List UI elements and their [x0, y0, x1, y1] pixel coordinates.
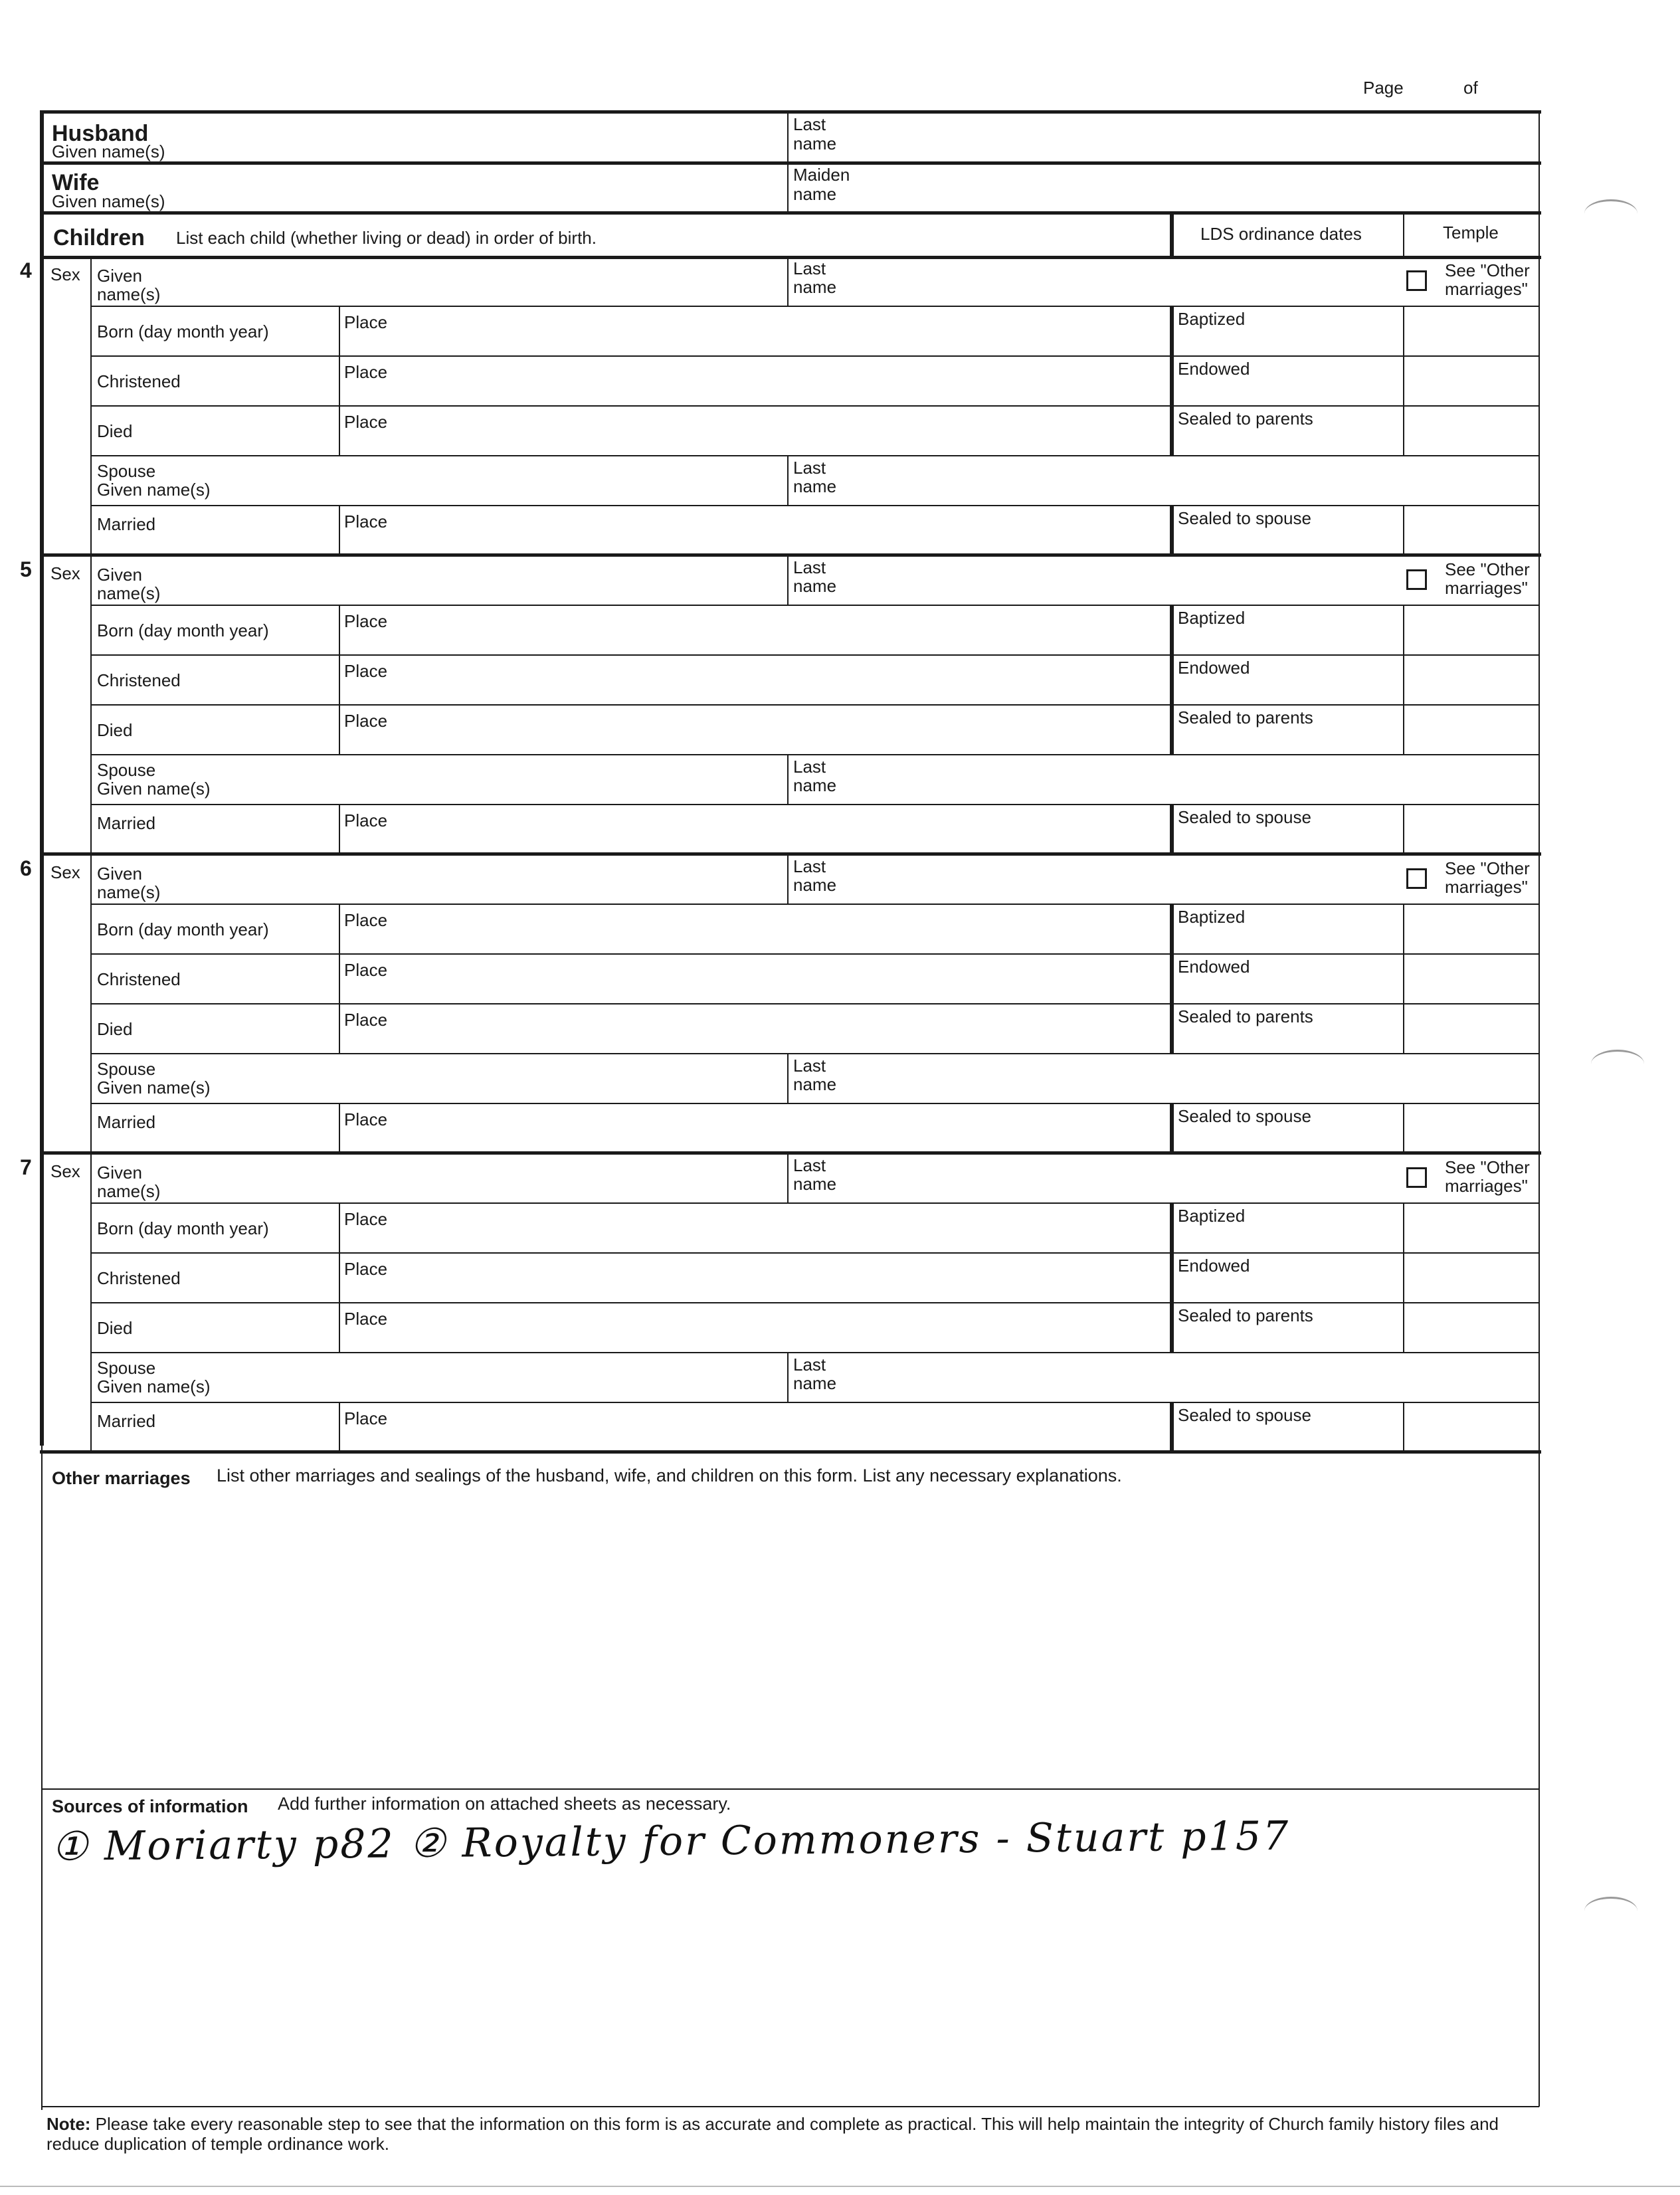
given-label-1: Given — [97, 864, 142, 884]
given-label-1: Given — [97, 565, 142, 585]
row-line — [90, 1103, 1540, 1104]
sex-label: Sex — [50, 563, 80, 583]
spouse-last-label-2: name — [793, 476, 837, 496]
row-line — [90, 904, 1540, 905]
died-label: Died — [97, 720, 133, 740]
married-place-label: Place — [344, 1109, 388, 1129]
sex-label: Sex — [50, 264, 80, 284]
row-line — [90, 804, 1540, 805]
row-line — [339, 754, 1540, 755]
see-other-marriages-checkbox[interactable] — [1406, 1167, 1427, 1188]
temple-column-divider — [1403, 505, 1404, 555]
see-other-label-2: marriages" — [1445, 578, 1528, 598]
sealed-to-spouse-label: Sealed to spouse — [1178, 1106, 1311, 1126]
child-number: 4 — [20, 258, 32, 282]
row-line — [90, 1252, 1540, 1254]
born-place-label: Place — [344, 910, 388, 930]
died-place-label: Place — [344, 412, 388, 432]
row-line — [90, 455, 339, 456]
sources-instruction: Add further information on attached sheets as necessary. — [278, 1794, 731, 1814]
last-name-divider — [787, 555, 789, 605]
child-number: 7 — [20, 1155, 32, 1179]
row-line — [90, 953, 1540, 955]
last-label-2: name — [793, 875, 837, 895]
spouse-last-label-1: Last — [793, 757, 826, 777]
lds-header-divider — [1170, 211, 1174, 258]
temple-column-divider — [1403, 1202, 1404, 1352]
husband-given-label: Given name(s) — [52, 142, 165, 161]
spouse-label-1: Spouse — [97, 760, 156, 780]
row-line — [90, 1302, 1540, 1303]
endowed-label: Endowed — [1178, 359, 1250, 379]
see-other-label-1: See "Other — [1445, 858, 1530, 878]
temple-column-divider — [1403, 904, 1404, 1053]
place-divider — [339, 1402, 340, 1452]
row-line — [90, 306, 1540, 307]
see-other-marriages-checkbox[interactable] — [1406, 270, 1427, 291]
sex-divider — [90, 1153, 92, 1202]
spouse-label-2: Given name(s) — [97, 1377, 211, 1396]
married-place-label: Place — [344, 1408, 388, 1428]
form-right-border — [1539, 110, 1540, 2107]
last-label-1: Last — [793, 557, 826, 577]
see-other-label-2: marriages" — [1445, 1176, 1528, 1196]
given-label-1: Given — [97, 1163, 142, 1183]
endowed-label: Endowed — [1178, 957, 1250, 977]
other-marriages-title: Other marriages — [52, 1468, 191, 1488]
row-line — [90, 405, 1540, 407]
row-line — [90, 1402, 1540, 1403]
child-inner-left-border — [90, 306, 92, 555]
row-line — [90, 355, 1540, 357]
sealed-to-parents-label: Sealed to parents — [1178, 1006, 1313, 1026]
given-label-2: name(s) — [97, 1181, 161, 1201]
given-label-2: name(s) — [97, 882, 161, 902]
baptized-label: Baptized — [1178, 907, 1246, 927]
spouse-label-1: Spouse — [97, 461, 156, 481]
lds-column-divider — [1170, 306, 1174, 455]
child-inner-left-border — [90, 1202, 92, 1452]
married-place-label: Place — [344, 811, 388, 830]
see-other-marriages-checkbox[interactable] — [1406, 868, 1427, 889]
temple-header: Temple — [1443, 223, 1499, 242]
baptized-label: Baptized — [1178, 309, 1246, 329]
endowed-label: Endowed — [1178, 1256, 1250, 1276]
other-marriages-instruction: List other marriages and sealings of the husband, wife, and children on this form. List any necessary explanations. — [217, 1466, 1122, 1485]
sex-divider — [90, 854, 92, 904]
binder-hole-mark-bottom — [1584, 1897, 1637, 1925]
given-label-1: Given — [97, 266, 142, 286]
temple-column-divider — [1403, 605, 1404, 754]
child-block-bottom-border — [40, 852, 1541, 856]
of-label: of — [1463, 78, 1478, 98]
born-label: Born (day month year) — [97, 919, 269, 939]
last-name-divider — [787, 256, 789, 306]
born-label: Born (day month year) — [97, 620, 269, 640]
baptized-label: Baptized — [1178, 608, 1246, 628]
christened-place-label: Place — [344, 1259, 388, 1279]
given-label-2: name(s) — [97, 583, 161, 603]
last-label-2: name — [793, 576, 837, 596]
lds-column-divider — [1170, 804, 1174, 854]
lds-column-divider — [1170, 904, 1174, 1053]
sex-label: Sex — [50, 1161, 80, 1181]
christened-place-label: Place — [344, 362, 388, 382]
sources-title: Sources of information — [52, 1796, 248, 1816]
child-block-bottom-border — [40, 1450, 1541, 1454]
spouse-last-label-2: name — [793, 1373, 837, 1393]
child-number: 5 — [20, 557, 32, 581]
row-line — [339, 455, 1540, 456]
christened-label: Christened — [97, 670, 181, 690]
see-other-label-2: marriages" — [1445, 877, 1528, 897]
temple-column-divider — [1403, 1402, 1404, 1452]
endowed-label: Endowed — [1178, 658, 1250, 678]
died-label: Died — [97, 421, 133, 441]
born-label: Born (day month year) — [97, 1218, 269, 1238]
spouse-label-1: Spouse — [97, 1358, 156, 1378]
see-other-label-1: See "Other — [1445, 1157, 1530, 1177]
wife-bottom-border — [40, 211, 1541, 215]
spouse-label-2: Given name(s) — [97, 779, 211, 799]
see-other-label-2: marriages" — [1445, 279, 1528, 299]
spouse-last-label-1: Last — [793, 458, 826, 478]
last-name-divider — [787, 854, 789, 904]
note-title: Note: — [47, 2114, 91, 2134]
row-line — [90, 505, 1540, 506]
christened-label: Christened — [97, 1268, 181, 1288]
form-note — [47, 2114, 1528, 2154]
temple-column-divider — [1403, 306, 1404, 455]
binder-hole-mark-middle — [1591, 1050, 1644, 1078]
last-label-1: Last — [793, 856, 826, 876]
lds-column-divider — [1170, 605, 1174, 754]
form-left-border-lower — [41, 1446, 43, 2110]
husband-last-label-2: name — [793, 134, 837, 153]
place-divider — [339, 505, 340, 555]
place-divider — [339, 306, 340, 455]
husband-title: Husband — [52, 121, 149, 146]
died-place-label: Place — [344, 711, 388, 731]
christened-place-label: Place — [344, 960, 388, 980]
children-title: Children — [53, 225, 145, 250]
wife-title: Wife — [52, 170, 100, 195]
other-marriages-bottom — [41, 1788, 1539, 1790]
wife-given-label: Given name(s) — [52, 191, 165, 211]
see-other-label-1: See "Other — [1445, 559, 1530, 579]
married-place-label: Place — [344, 512, 388, 531]
form-left-border — [40, 110, 44, 1446]
died-label: Died — [97, 1318, 133, 1338]
spouse-last-label-1: Last — [793, 1056, 826, 1076]
sex-divider — [90, 555, 92, 605]
born-label: Born (day month year) — [97, 322, 269, 341]
see-other-marriages-checkbox[interactable] — [1406, 569, 1427, 590]
christened-place-label: Place — [344, 661, 388, 681]
children-instruction: List each child (whether living or dead) in order of birth. — [176, 228, 597, 248]
husband-last-label-1: Last — [793, 114, 826, 134]
married-label: Married — [97, 813, 156, 833]
lds-column-divider — [1170, 1402, 1174, 1452]
sealed-to-parents-label: Sealed to parents — [1178, 409, 1313, 429]
spouse-last-label-1: Last — [793, 1355, 826, 1375]
place-divider — [339, 804, 340, 854]
page-label: Page — [1363, 78, 1404, 98]
born-place-label: Place — [344, 1209, 388, 1229]
spouse-last-divider — [787, 754, 789, 804]
spouse-last-label-2: name — [793, 1074, 837, 1094]
died-place-label: Place — [344, 1010, 388, 1030]
spouse-label-2: Given name(s) — [97, 1078, 211, 1098]
place-divider — [339, 605, 340, 754]
spouse-last-divider — [787, 455, 789, 505]
lds-header: LDS ordinance dates — [1200, 224, 1362, 244]
form-top-border — [40, 110, 1541, 114]
sealed-to-spouse-label: Sealed to spouse — [1178, 807, 1311, 827]
husband-bottom-border — [40, 161, 1541, 165]
lds-column-divider — [1170, 1103, 1174, 1153]
last-label-1: Last — [793, 258, 826, 278]
born-place-label: Place — [344, 312, 388, 332]
note-text: Please take every reasonable step to see that the information on this form is as accurate and complete as practical. This will help maintain the integrity of Church family history files and reduce duplication of temple ordinance work. — [47, 2114, 1499, 2154]
married-label: Married — [97, 514, 156, 534]
lds-column-divider — [1170, 1202, 1174, 1352]
temple-header-divider — [1403, 211, 1404, 258]
binder-hole-mark-top — [1584, 199, 1637, 228]
children-header-bottom — [40, 256, 1541, 259]
sex-divider — [90, 256, 92, 306]
married-label: Married — [97, 1411, 156, 1431]
last-label-1: Last — [793, 1155, 826, 1175]
row-line — [90, 704, 1540, 706]
child-number: 6 — [20, 856, 32, 880]
wife-maiden-label-1: Maiden — [793, 165, 850, 185]
given-label-2: name(s) — [97, 284, 161, 304]
died-label: Died — [97, 1019, 133, 1039]
row-line — [90, 1003, 1540, 1004]
sources-handwritten-entry: ① Moriarty p82 ② Royalty for Commoners - Stuart p157 — [51, 1812, 1291, 1870]
row-line — [90, 1352, 339, 1353]
child-inner-left-border — [90, 605, 92, 854]
spouse-last-divider — [787, 1352, 789, 1402]
page-bottom-edge — [0, 2186, 1680, 2187]
christened-label: Christened — [97, 969, 181, 989]
died-place-label: Place — [344, 1309, 388, 1329]
spouse-last-label-2: name — [793, 775, 837, 795]
sealed-to-parents-label: Sealed to parents — [1178, 1305, 1313, 1325]
spouse-last-divider — [787, 1053, 789, 1103]
born-place-label: Place — [344, 611, 388, 631]
row-line — [90, 1053, 339, 1054]
baptized-label: Baptized — [1178, 1206, 1246, 1226]
child-block-bottom-border — [40, 1151, 1541, 1155]
wife-maiden-label-2: name — [793, 184, 837, 204]
sealed-to-spouse-label: Sealed to spouse — [1178, 1405, 1311, 1425]
place-divider — [339, 1202, 340, 1352]
temple-column-divider — [1403, 1103, 1404, 1153]
lds-column-divider — [1170, 505, 1174, 555]
sources-bottom — [41, 2106, 1539, 2107]
row-line — [90, 654, 1540, 656]
sealed-to-parents-label: Sealed to parents — [1178, 708, 1313, 727]
married-label: Married — [97, 1112, 156, 1132]
row-line — [90, 754, 339, 755]
spouse-label-1: Spouse — [97, 1059, 156, 1079]
row-line — [90, 1202, 1540, 1204]
last-label-2: name — [793, 277, 837, 297]
last-name-divider — [787, 1153, 789, 1202]
see-other-label-1: See "Other — [1445, 260, 1530, 280]
child-inner-left-border — [90, 904, 92, 1153]
spouse-label-2: Given name(s) — [97, 480, 211, 500]
place-divider — [339, 1103, 340, 1153]
temple-column-divider — [1403, 804, 1404, 854]
sealed-to-spouse-label: Sealed to spouse — [1178, 508, 1311, 528]
christened-label: Christened — [97, 371, 181, 391]
child-block-bottom-border — [40, 553, 1541, 557]
place-divider — [339, 904, 340, 1053]
row-line — [339, 1053, 1540, 1054]
row-line — [339, 1352, 1540, 1353]
row-line — [90, 605, 1540, 606]
last-label-2: name — [793, 1174, 837, 1194]
sex-label: Sex — [50, 862, 80, 882]
